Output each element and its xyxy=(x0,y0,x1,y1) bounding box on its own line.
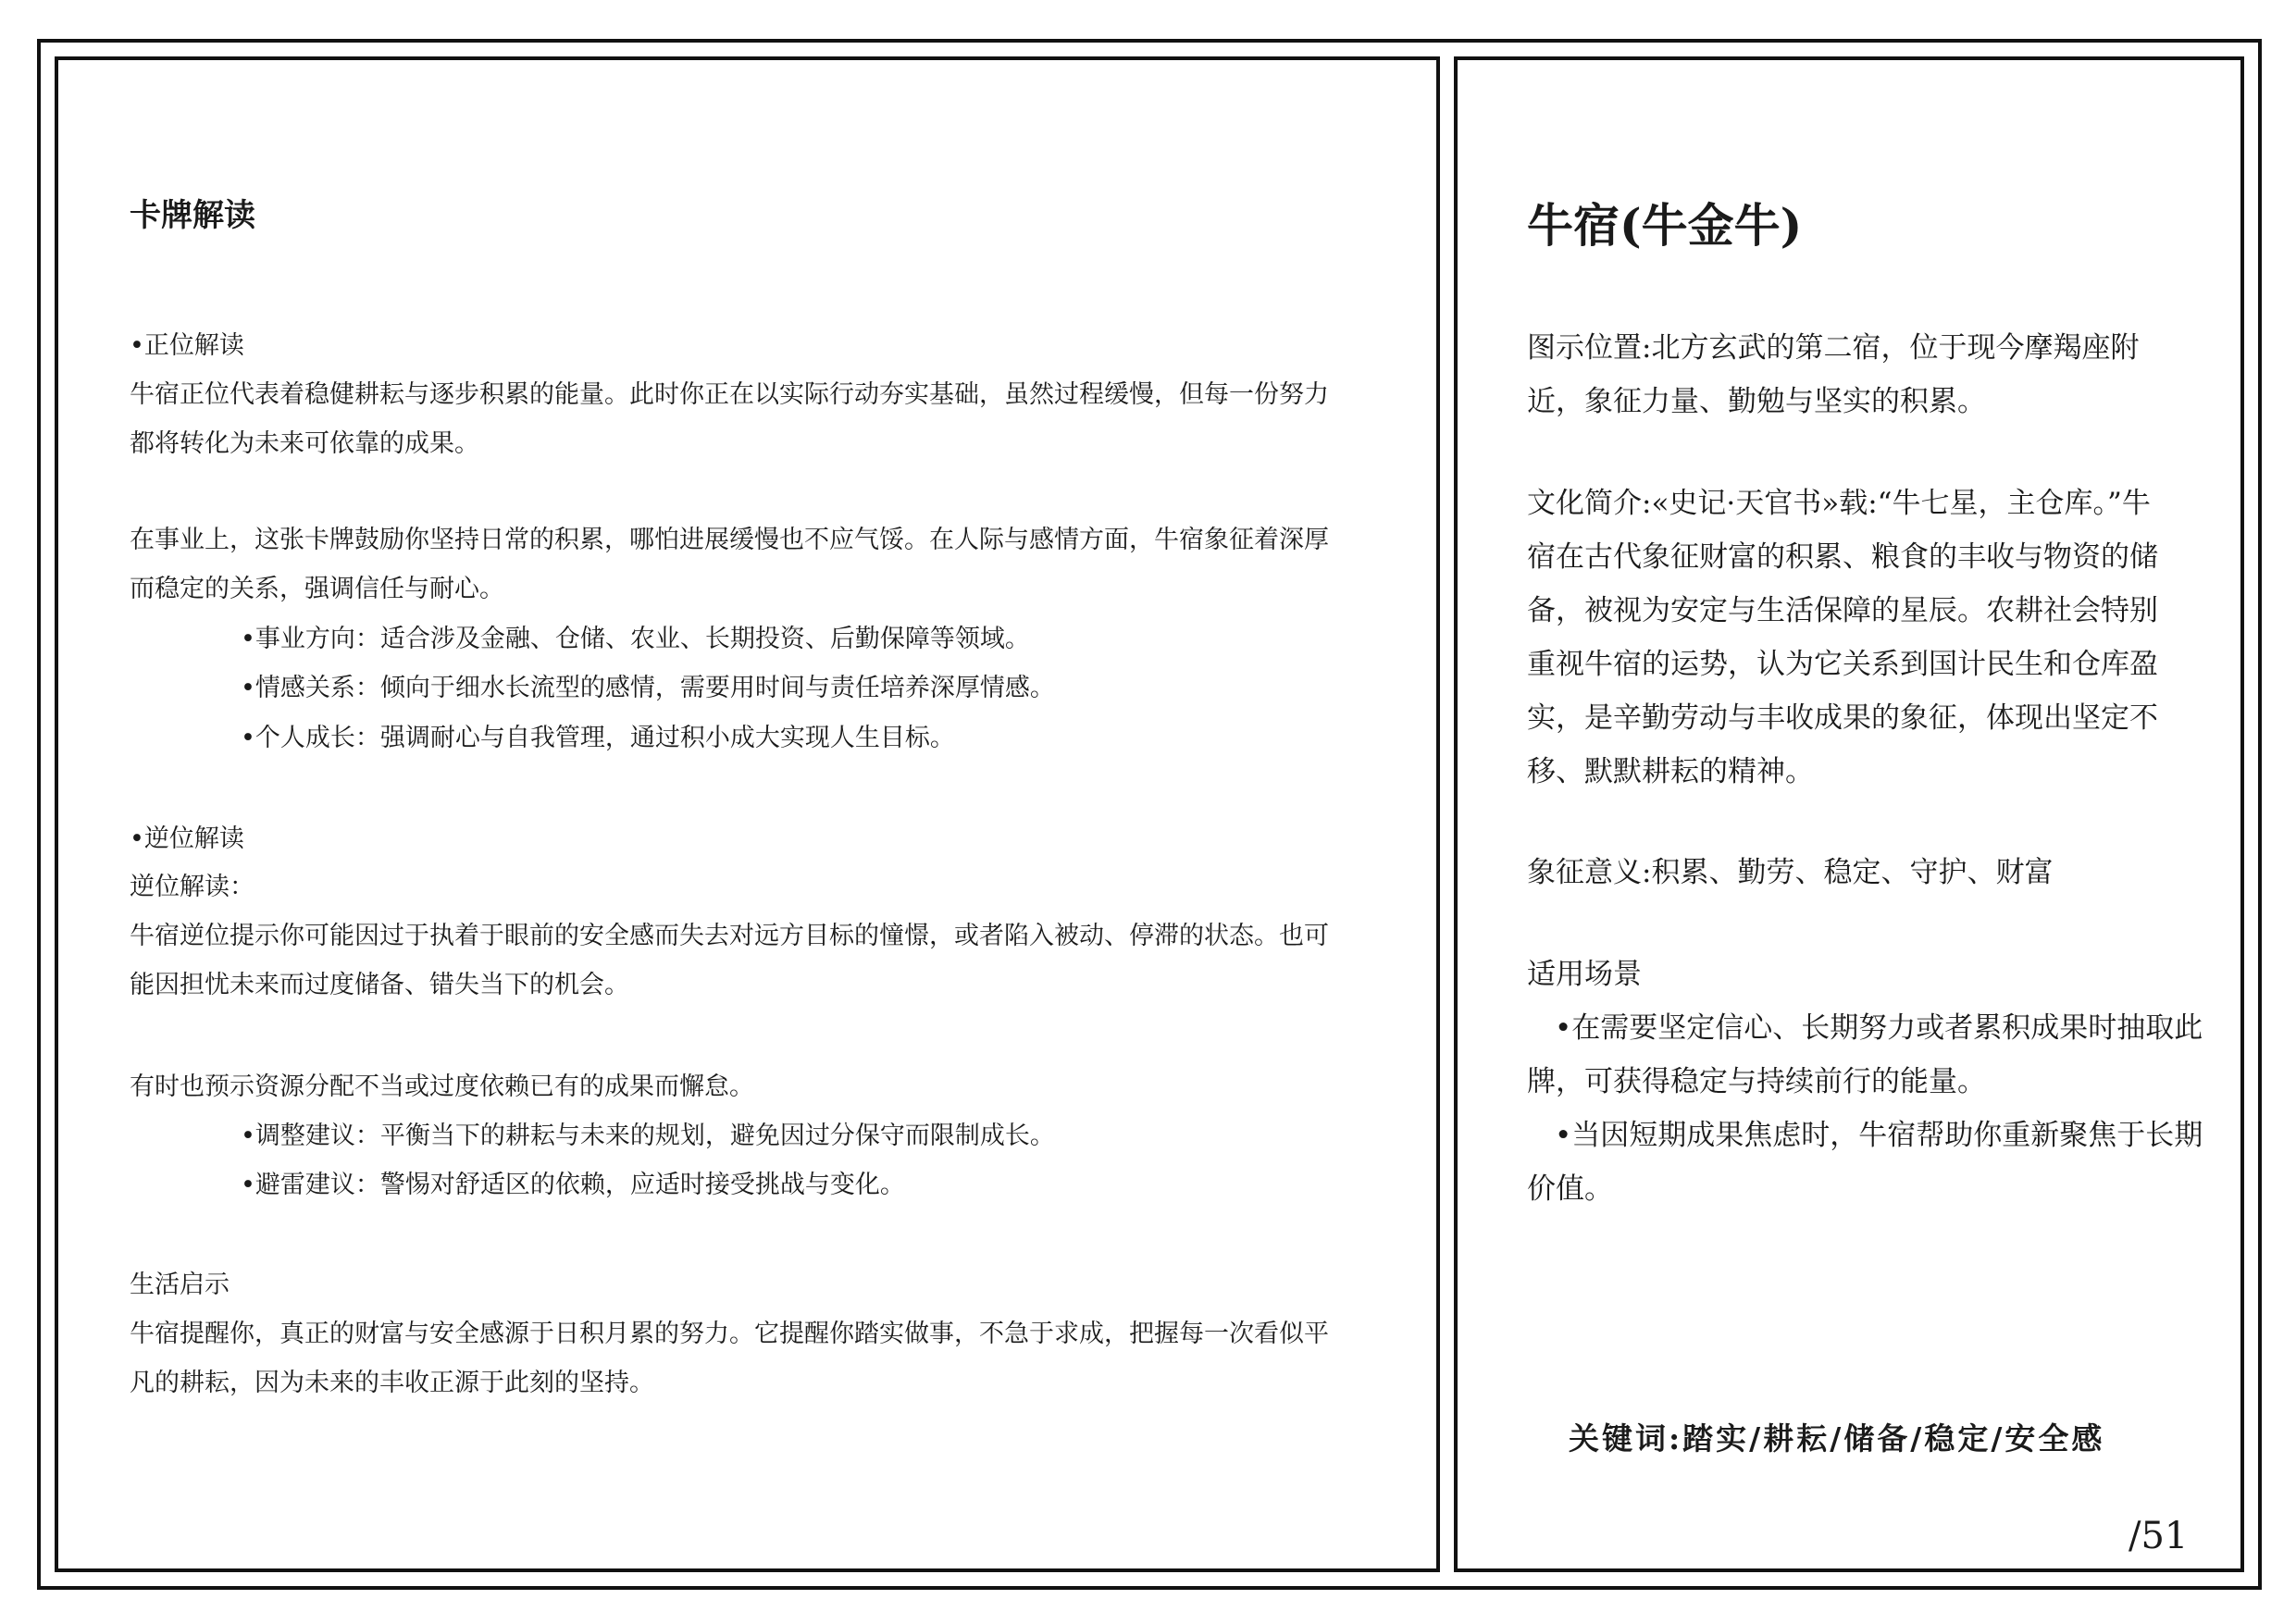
upright-para2-line2: 而稳定的关系，强调信任与耐心。 xyxy=(130,575,504,603)
life-line2: 凡的耕耘，因为未来的丰收正源于此刻的坚持。 xyxy=(130,1369,654,1397)
life-line1: 牛宿提醒你，真正的财富与安全感源于日积月累的努力。它提醒你踏实做事，不急于求成，把握每一次看似平 xyxy=(130,1320,1329,1348)
scenarios-line: 价值。 xyxy=(1527,1172,1613,1206)
reversed-para1-line2: 能因担忧未来而过度储备、错失当下的机会。 xyxy=(130,971,629,999)
scenarios-label: 适用场景 xyxy=(1527,958,1642,991)
reversed-sublabel: 逆位解读： xyxy=(130,873,254,901)
culture-line: 移、默默耕耘的精神。 xyxy=(1527,755,1814,788)
reversed-label: •逆位解读 xyxy=(130,824,244,853)
culture-line: 重视牛宿的运势，认为它关系到国计民生和仓库盈 xyxy=(1527,648,2158,681)
card-title: 牛宿(牛金牛) xyxy=(1527,198,1803,253)
life-label: 生活启示 xyxy=(130,1271,230,1299)
culture-line: 宿在古代象征财富的积累、粮食的丰收与物资的储 xyxy=(1527,540,2158,574)
upright-label: •正位解读 xyxy=(130,331,244,360)
reversed-para2: 有时也预示资源分配不当或过度依赖已有的成果而懈怠。 xyxy=(130,1072,754,1101)
keywords: 关键词:踏实/耕耘/储备/稳定/安全感 xyxy=(1569,1420,2105,1457)
upright-bullet-growth: •个人成长：强调耐心与自我管理，通过积小成大实现人生目标。 xyxy=(241,724,955,752)
left-page-heading: 卡牌解读 xyxy=(130,197,255,234)
upright-para1-line2: 都将转化为未来可依靠的成果。 xyxy=(130,429,479,458)
scenarios-line: •当因短期成果焦虑时，牛宿帮助你重新聚焦于长期 xyxy=(1555,1119,2203,1152)
scenarios-line: •在需要坚定信心、长期努力或者累积成果时抽取此 xyxy=(1555,1011,2203,1045)
right-page-frame xyxy=(1454,56,2244,1572)
reversed-bullet-adjust: •调整建议：平衡当下的耕耘与未来的规划，避免因过分保守而限制成长。 xyxy=(241,1122,1055,1150)
reversed-bullet-avoid: •避雷建议：警惕对舒适区的依赖，应适时接受挑战与变化。 xyxy=(241,1171,905,1199)
upright-para1-line1: 牛宿正位代表着稳健耕耘与逐步积累的能量。此时你正在以实际行动夯实基础，虽然过程缓慢，但每一份努力 xyxy=(130,380,1329,409)
scenarios-line: 牌，可获得稳定与持续前行的能量。 xyxy=(1527,1065,1986,1098)
culture-line: 备，被视为安定与生活保障的星辰。农耕社会特别 xyxy=(1527,594,2158,627)
culture-line: 文化简介:«史记·天官书»载:“牛七星，主仓库。”牛 xyxy=(1527,487,2151,520)
position-line2: 近，象征力量、勤勉与坚实的积累。 xyxy=(1527,385,1986,418)
upright-bullet-relationship: •情感关系：倾向于细水长流型的感情，需要用时间与责任培养深厚情感。 xyxy=(241,674,1055,702)
page-number: /51 xyxy=(2128,1515,2189,1557)
symbol-meaning: 象征意义:积累、勤劳、稳定、守护、财富 xyxy=(1527,856,2054,889)
position-line1: 图示位置:北方玄武的第二宿，位于现今摩羯座附 xyxy=(1527,331,2140,365)
upright-bullet-career: •事业方向：适合涉及金融、仓储、农业、长期投资、后勤保障等领域。 xyxy=(241,625,1030,653)
reversed-para1-line1: 牛宿逆位提示你可能因过于执着于眼前的安全感而失去对远方目标的憧憬，或者陷入被动、停滞的状态。也可 xyxy=(130,922,1329,950)
upright-para2-line1: 在事业上，这张卡牌鼓励你坚持日常的积累，哪怕进展缓慢也不应气馁。在人际与感情方面，牛宿象征着深厚 xyxy=(130,526,1329,554)
culture-line: 实，是辛勤劳动与丰收成果的象征，体现出坚定不 xyxy=(1527,701,2158,735)
